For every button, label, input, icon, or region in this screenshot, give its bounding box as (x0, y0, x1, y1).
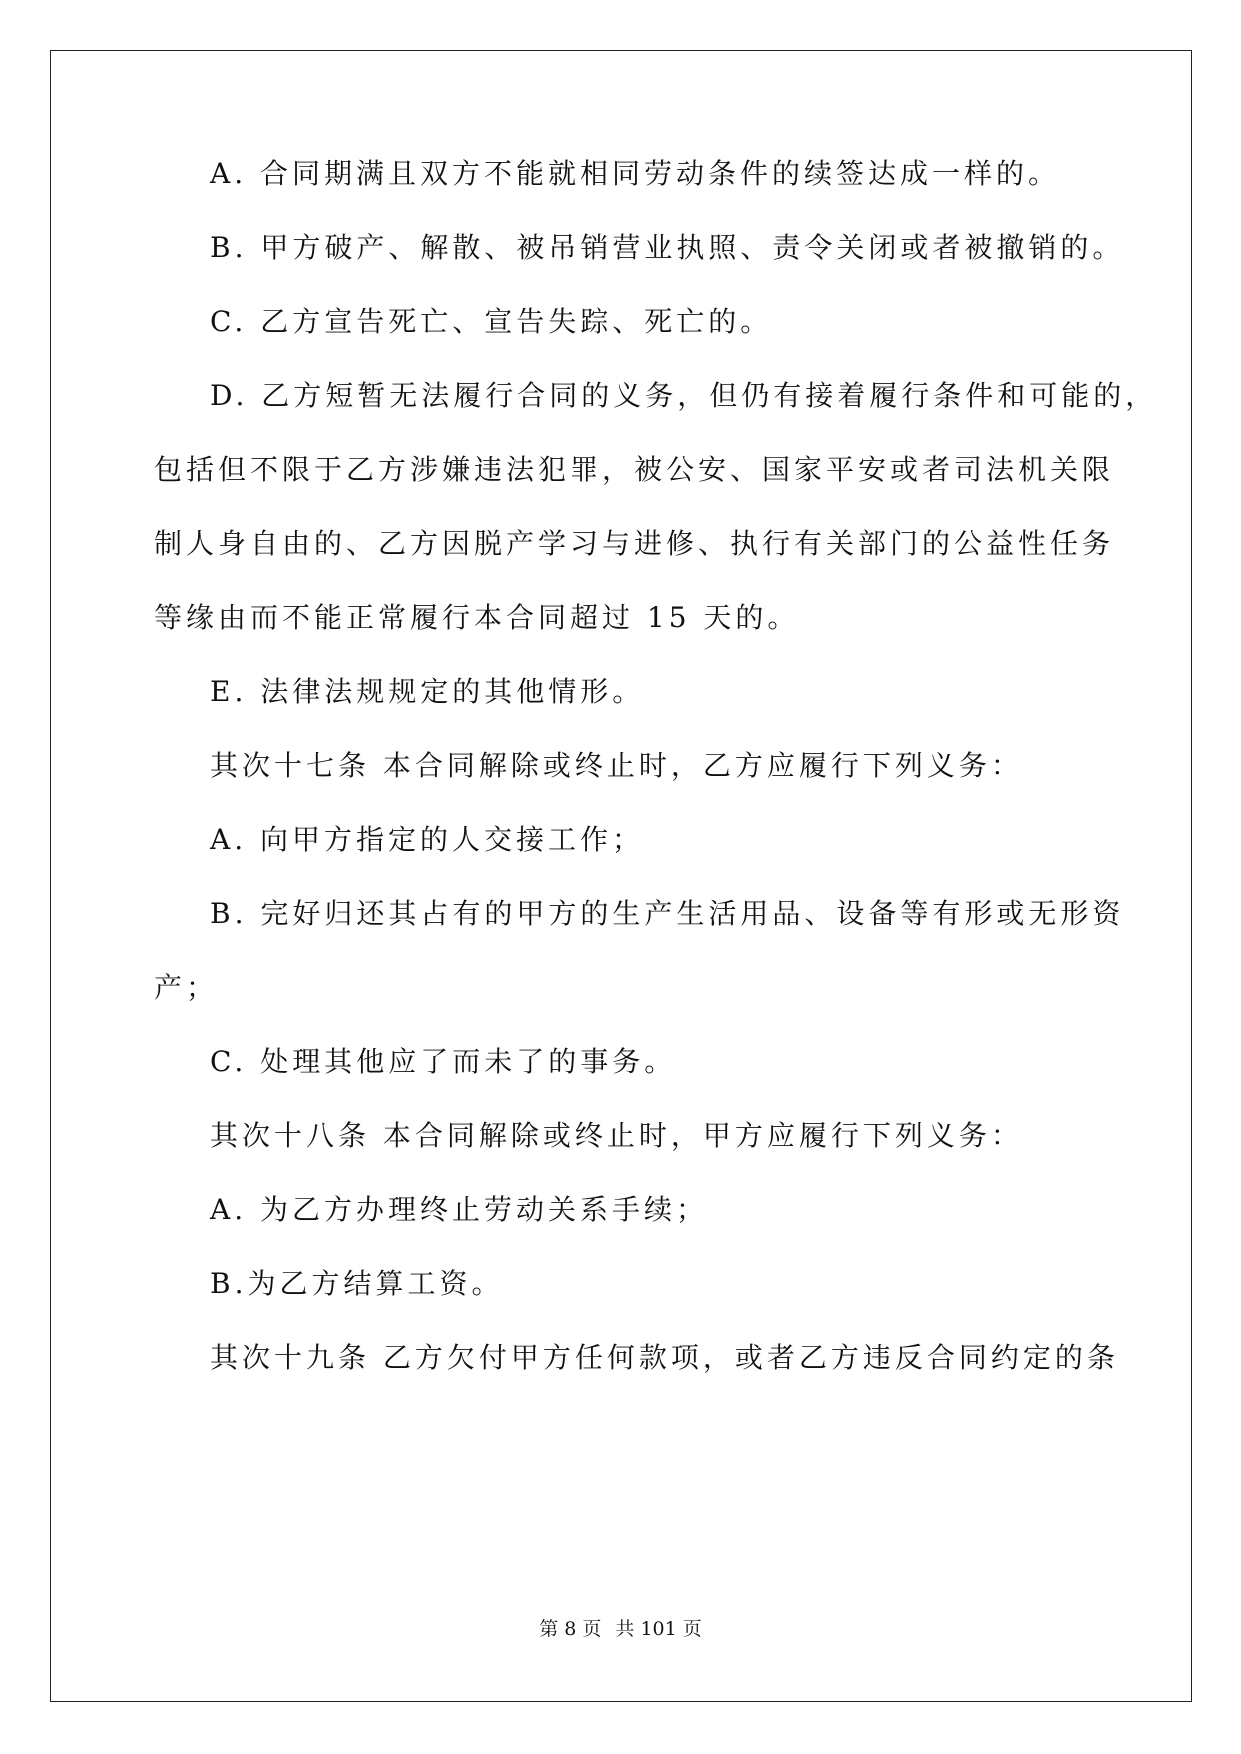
page-total: 共 101 页 (615, 1618, 702, 1640)
article-heading: 其次十八条 本合同解除或终止时，甲方应履行下列义务： (210, 1119, 1023, 1152)
clause-line: C. 乙方宣告死亡、宣告失踪、死亡的。 (210, 305, 773, 338)
article-heading: 其次十七条 本合同解除或终止时，乙方应履行下列义务： (210, 749, 1023, 782)
clause-line: 制人身自由的、乙方因脱产学习与进修、执行有关部门的公益性任务 (154, 527, 1115, 560)
clause-line: B. 完好归还其占有的甲方的生产生活用品、设备等有形或无形资 (210, 897, 1125, 930)
clause-line: B. 甲方破产、解散、被吊销营业执照、责令关闭或者被撤销的。 (210, 231, 1125, 264)
page-footer (0, 1614, 1241, 1641)
clause-line: E. 法律法规规定的其他情形。 (210, 675, 645, 708)
clause-line: B.为乙方结算工资。 (210, 1267, 504, 1300)
page-number: 第 8 页 (539, 1618, 602, 1640)
clause-line: D. 乙方短暂无法履行合同的义务，但仍有接着履行条件和可能的， (210, 379, 1158, 412)
clause-line: A. 为乙方办理终止劳动关系手续； (210, 1193, 709, 1226)
clause-line: C. 处理其他应了而未了的事务。 (210, 1045, 677, 1078)
clause-line: 产； (154, 971, 219, 1004)
clause-line: 包括但不限于乙方涉嫌违法犯罪，被公安、国家平安或者司法机关限 (154, 453, 1115, 486)
clause-line: 等缘由而不能正常履行本合同超过 15 天的。 (154, 601, 800, 634)
page-border (50, 50, 1192, 1702)
article-heading: 其次十九条 乙方欠付甲方任何款项，或者乙方违反合同约定的条 (210, 1341, 1119, 1374)
clause-line: A. 合同期满且双方不能就相同劳动条件的续签达成一样的。 (210, 157, 1061, 190)
clause-line: A. 向甲方指定的人交接工作； (210, 823, 645, 856)
